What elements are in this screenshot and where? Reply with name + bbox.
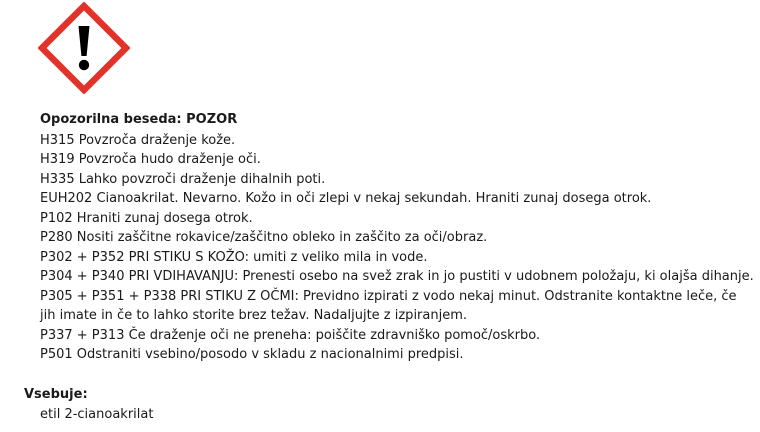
statement-p337-p313: P337 + P313 Če draženje oči ne preneha: poiščite zdravniško pomoč/oskrbo. (40, 327, 541, 343)
statement-h315: H315 Povzroča draženje kože. (40, 132, 236, 148)
statement-p501: P501 Odstraniti vsebino/posodo v skladu z nacionalnimi predpisi. (40, 347, 464, 362)
statement-p280: P280 Nositi zaščitne rokavice/zaščitno obleko in zaščito za oči/obraz. (40, 230, 488, 245)
contains-heading: Vsebuje: (24, 387, 88, 402)
contains-section (24, 385, 744, 424)
hazard-pictogram (38, 2, 130, 94)
statement-p302-p352: P302 + P352 PRI STIKU S KOŽO: umiti z veliko mila in vode. (40, 249, 428, 265)
contains-item: etil 2-cianoakrilat (40, 406, 154, 422)
statement-p305-p351-p338: P305 + P351 + P338 PRI STIKU Z OČMI: Previdno izpirati z vodo nekaj minut. Odstranite kontaktne leče, če jih imate in če to lahko storite brez težav. Nadaljujte z izpiranjem. (40, 288, 737, 323)
signal-word: Opozorilna beseda: POZOR (40, 112, 238, 127)
statement-p102: P102 Hraniti zunaj dosega otrok. (40, 210, 253, 226)
statement-h319: H319 Povzroča hudo draženje oči. (40, 152, 261, 167)
statement-p304-p340: P304 + P340 PRI VDIHAVANJU: Prenesti osebo na svež zrak in jo pustiti v udobnem položaju, ki olajša dihanje. (40, 269, 754, 284)
exclamation-mark-diamond-icon (38, 2, 130, 94)
statement-euh202: EUH202 Cianoakrilat. Nevarno. Kožo in oči zlepi v nekaj sekundah. Hraniti zunaj dosega otrok. (40, 191, 652, 206)
hazard-precautionary-statements (40, 131, 755, 365)
hazard-label-text (40, 110, 755, 365)
statement-h335: H335 Lahko povzroči draženje dihalnih poti. (40, 171, 326, 187)
